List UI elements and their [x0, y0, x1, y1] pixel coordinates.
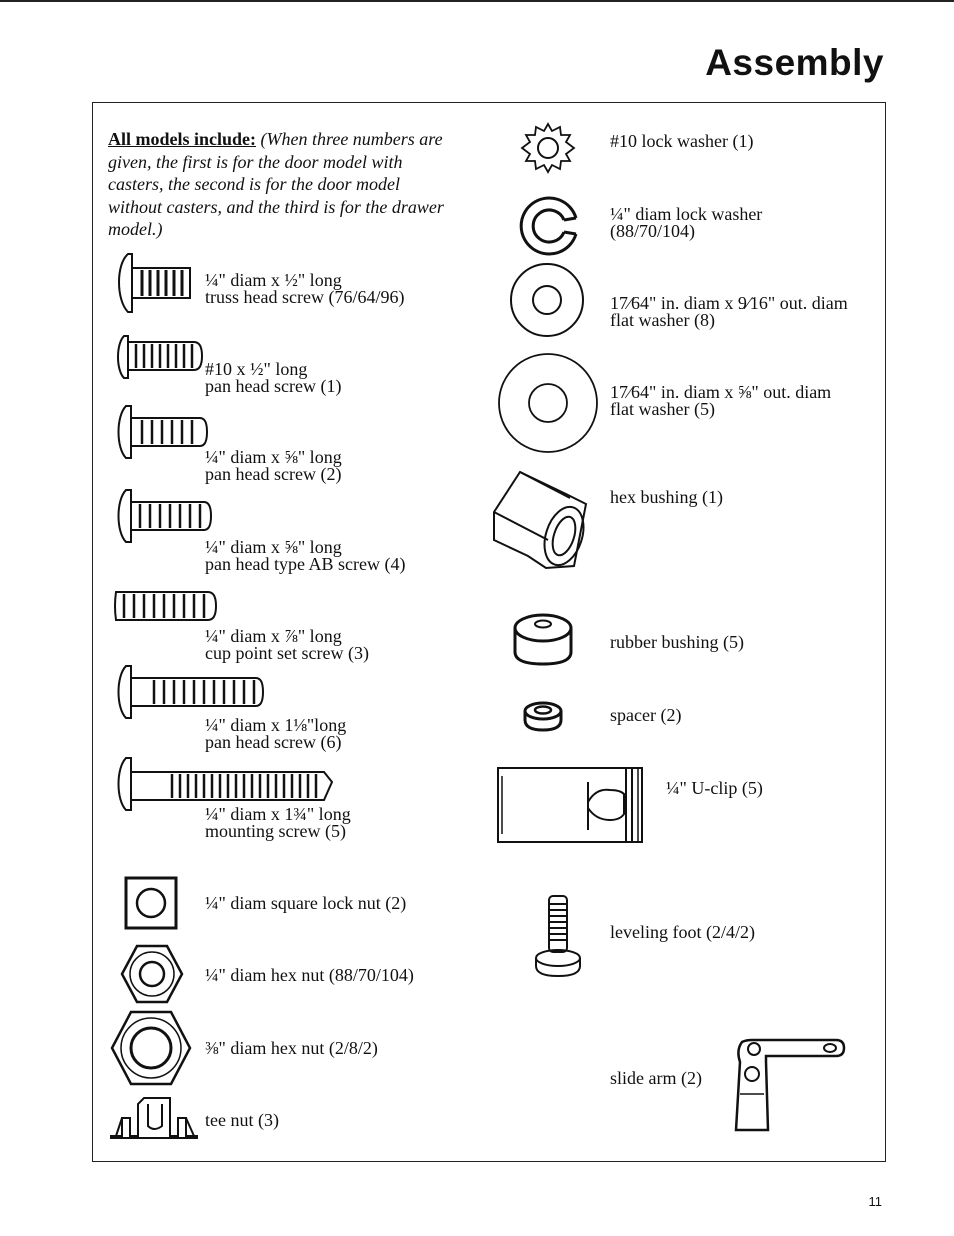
part-label: rubber bushing (5) — [610, 632, 744, 652]
part-label: slide arm (2) — [610, 1068, 702, 1088]
large-flat-washer-icon — [496, 352, 600, 454]
pan-head-screw-icon — [114, 664, 266, 720]
part-label: 17⁄64" in. diam x ⅝" out. diam flat washer (5) — [610, 382, 832, 419]
part-label: #10 x ½" long pan head screw (1) — [205, 359, 342, 396]
spacer-icon — [522, 700, 564, 732]
truss-head-screw-icon — [114, 250, 194, 316]
part-label: ¼" U-clip (5) — [666, 778, 763, 798]
part-label: hex bushing (1) — [610, 487, 723, 507]
large-hex-nut-icon — [110, 1010, 192, 1086]
pan-head-screw-icon — [114, 334, 204, 380]
part-label: ¼" diam x 1⅛"long pan head screw (6) — [205, 715, 347, 752]
part-label: ¼" diam lock washer (88/70/104) — [610, 204, 763, 241]
split-lock-washer-icon — [518, 196, 580, 256]
part-label: leveling foot (2/4/2) — [610, 922, 755, 942]
part-label: tee nut (3) — [205, 1110, 279, 1130]
part-label: spacer (2) — [610, 705, 682, 725]
intro-note: (When three numbers are given, the first is for the door model with casters, the second is for the door model without casters, and the third is for the drawer model.) — [108, 129, 444, 239]
hex-nut-icon — [120, 944, 184, 1004]
page-title: Assembly — [705, 42, 884, 83]
ab-screw-icon — [114, 488, 214, 544]
tee-nut-icon — [108, 1094, 200, 1140]
flat-washer-icon — [508, 262, 586, 338]
part-label: #10 lock washer (1) — [610, 131, 754, 151]
part-label: ⅜" diam hex nut (2/8/2) — [205, 1038, 378, 1058]
rubber-bushing-icon — [512, 612, 574, 666]
page-number: 11 — [868, 1194, 882, 1209]
intro-text — [108, 128, 453, 241]
u-clip-icon — [496, 766, 644, 844]
toothed-lock-washer-icon — [520, 122, 576, 174]
intro-lead: All models include: — [108, 129, 257, 149]
part-label: ¼" diam x ½" long truss head screw (76/64/96) — [205, 270, 405, 307]
part-label: ¼" diam square lock nut (2) — [205, 893, 407, 913]
leveling-foot-icon — [532, 894, 584, 978]
slide-arm-icon — [732, 1034, 848, 1134]
pan-head-screw-icon — [114, 404, 210, 460]
part-label: ¼" diam x 1¾" long mounting screw (5) — [205, 804, 351, 841]
part-label: ¼" diam x ⅝" long pan head screw (2) — [205, 447, 342, 484]
part-label: ¼" diam hex nut (88/70/104) — [205, 965, 414, 985]
hex-bushing-icon — [490, 470, 598, 570]
part-label: 17⁄64" in. diam x 9⁄16" out. diam flat washer (8) — [610, 293, 848, 330]
part-label: ¼" diam x ⅞" long cup point set screw (3) — [205, 626, 369, 663]
part-label: ¼" diam x ⅝" long pan head type AB screw (4) — [205, 537, 406, 574]
set-screw-icon — [112, 588, 220, 624]
square-lock-nut-icon — [124, 876, 178, 930]
top-rule — [0, 0, 954, 2]
